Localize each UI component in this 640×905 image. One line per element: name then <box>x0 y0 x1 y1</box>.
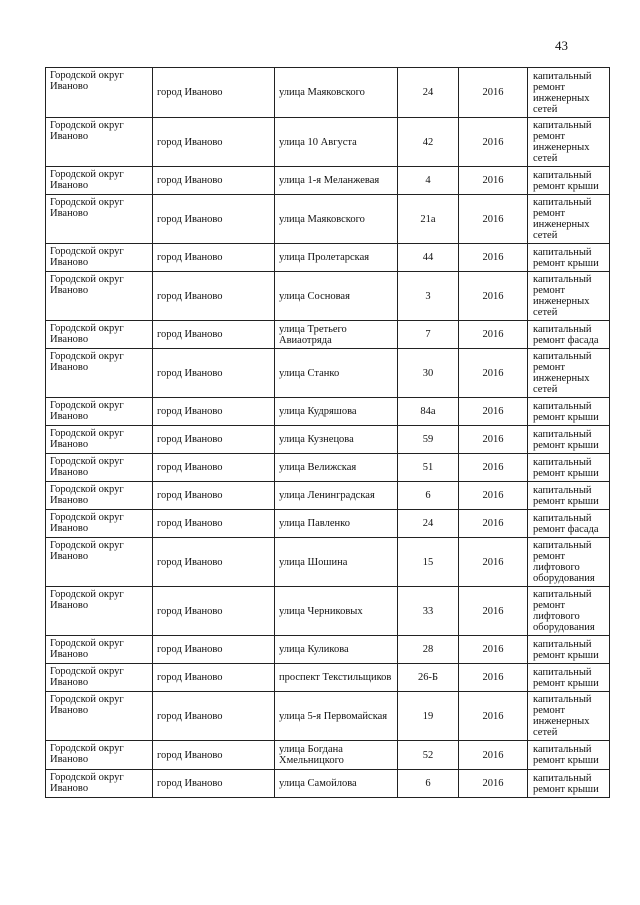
district-cell: Городской округ Иваново <box>46 272 153 321</box>
city-cell: город Иваново <box>153 587 275 636</box>
year-cell: 2016 <box>459 587 528 636</box>
city-cell: город Иваново <box>153 68 275 118</box>
district-cell: Городской округ Иваново <box>46 510 153 538</box>
street-cell: улица Богдана Хмельницкого <box>275 741 398 770</box>
house-number-cell: 52 <box>398 741 459 770</box>
work-type-cell: капитальный ремонт крыши <box>528 664 610 692</box>
work-type-cell: капитальный ремонт инженерных сетей <box>528 195 610 244</box>
work-type-cell: капитальный ремонт крыши <box>528 167 610 195</box>
district-cell: Городской округ Иваново <box>46 587 153 636</box>
table-row <box>46 636 610 664</box>
house-number-cell: 6 <box>398 482 459 510</box>
year-cell: 2016 <box>459 426 528 454</box>
table-row <box>46 510 610 538</box>
street-cell: улица Сосновая <box>275 272 398 321</box>
district-cell: Городской округ Иваново <box>46 398 153 426</box>
year-cell: 2016 <box>459 636 528 664</box>
district-cell: Городской округ Иваново <box>46 482 153 510</box>
work-type-cell: капитальный ремонт лифтового оборудования <box>528 587 610 636</box>
city-cell: город Иваново <box>153 349 275 398</box>
house-number-cell: 7 <box>398 321 459 349</box>
city-cell: город Иваново <box>153 272 275 321</box>
street-cell: улица Третьего Авиаотряда <box>275 321 398 349</box>
year-cell: 2016 <box>459 68 528 118</box>
work-type-cell: капитальный ремонт крыши <box>528 636 610 664</box>
house-number-cell: 44 <box>398 244 459 272</box>
house-number-cell: 3 <box>398 272 459 321</box>
house-number-cell: 30 <box>398 349 459 398</box>
district-cell: Городской округ Иваново <box>46 636 153 664</box>
street-cell: улица Шошина <box>275 538 398 587</box>
city-cell: город Иваново <box>153 741 275 770</box>
year-cell: 2016 <box>459 244 528 272</box>
table-row <box>46 68 610 118</box>
city-cell: город Иваново <box>153 510 275 538</box>
year-cell: 2016 <box>459 167 528 195</box>
house-number-cell: 15 <box>398 538 459 587</box>
table-row <box>46 692 610 741</box>
work-type-cell: капитальный ремонт лифтового оборудования <box>528 538 610 587</box>
year-cell: 2016 <box>459 272 528 321</box>
district-cell: Городской округ Иваново <box>46 195 153 244</box>
street-cell: улица Кузнецова <box>275 426 398 454</box>
house-number-cell: 26-Б <box>398 664 459 692</box>
city-cell: город Иваново <box>153 770 275 798</box>
year-cell: 2016 <box>459 770 528 798</box>
table-row <box>46 244 610 272</box>
table-row <box>46 195 610 244</box>
table-row <box>46 398 610 426</box>
city-cell: город Иваново <box>153 398 275 426</box>
house-number-cell: 6 <box>398 770 459 798</box>
work-type-cell: капитальный ремонт инженерных сетей <box>528 692 610 741</box>
street-cell: улица Кудряшова <box>275 398 398 426</box>
work-type-cell: капитальный ремонт крыши <box>528 244 610 272</box>
work-type-cell: капитальный ремонт фасада <box>528 321 610 349</box>
table-body <box>46 68 610 798</box>
district-cell: Городской округ Иваново <box>46 426 153 454</box>
city-cell: город Иваново <box>153 538 275 587</box>
year-cell: 2016 <box>459 398 528 426</box>
year-cell: 2016 <box>459 482 528 510</box>
house-number-cell: 21а <box>398 195 459 244</box>
city-cell: город Иваново <box>153 195 275 244</box>
house-number-cell: 42 <box>398 118 459 167</box>
table-row <box>46 321 610 349</box>
table-row <box>46 349 610 398</box>
year-cell: 2016 <box>459 692 528 741</box>
year-cell: 2016 <box>459 741 528 770</box>
table-row <box>46 454 610 482</box>
district-cell: Городской округ Иваново <box>46 664 153 692</box>
year-cell: 2016 <box>459 664 528 692</box>
street-cell: улица Ленинградская <box>275 482 398 510</box>
work-type-cell: капитальный ремонт крыши <box>528 741 610 770</box>
city-cell: город Иваново <box>153 167 275 195</box>
house-number-cell: 24 <box>398 68 459 118</box>
work-type-cell: капитальный ремонт крыши <box>528 454 610 482</box>
district-cell: Городской округ Иваново <box>46 538 153 587</box>
house-number-cell: 19 <box>398 692 459 741</box>
district-cell: Городской округ Иваново <box>46 167 153 195</box>
year-cell: 2016 <box>459 321 528 349</box>
year-cell: 2016 <box>459 538 528 587</box>
house-number-cell: 4 <box>398 167 459 195</box>
district-cell: Городской округ Иваново <box>46 770 153 798</box>
table-row <box>46 426 610 454</box>
city-cell: город Иваново <box>153 118 275 167</box>
street-cell: улица 1-я Меланжевая <box>275 167 398 195</box>
street-cell: улица Павленко <box>275 510 398 538</box>
street-cell: улица 10 Августа <box>275 118 398 167</box>
district-cell: Городской округ Иваново <box>46 349 153 398</box>
district-cell: Городской округ Иваново <box>46 692 153 741</box>
street-cell: улица Черниковых <box>275 587 398 636</box>
street-cell: улица Маяковского <box>275 68 398 118</box>
table-row <box>46 587 610 636</box>
house-number-cell: 51 <box>398 454 459 482</box>
house-number-cell: 28 <box>398 636 459 664</box>
work-type-cell: капитальный ремонт фасада <box>528 510 610 538</box>
work-type-cell: капитальный ремонт инженерных сетей <box>528 118 610 167</box>
district-cell: Городской округ Иваново <box>46 244 153 272</box>
work-type-cell: капитальный ремонт инженерных сетей <box>528 272 610 321</box>
repair-schedule-table <box>45 67 610 798</box>
house-number-cell: 33 <box>398 587 459 636</box>
city-cell: город Иваново <box>153 482 275 510</box>
table-row <box>46 167 610 195</box>
city-cell: город Иваново <box>153 692 275 741</box>
street-cell: улица Самойлова <box>275 770 398 798</box>
district-cell: Городской округ Иваново <box>46 454 153 482</box>
year-cell: 2016 <box>459 349 528 398</box>
work-type-cell: капитальный ремонт инженерных сетей <box>528 68 610 118</box>
table-row <box>46 482 610 510</box>
district-cell: Городской округ Иваново <box>46 741 153 770</box>
district-cell: Городской округ Иваново <box>46 118 153 167</box>
page-number: 43 <box>555 38 568 53</box>
street-cell: улица Маяковского <box>275 195 398 244</box>
house-number-cell: 59 <box>398 426 459 454</box>
street-cell: улица 5-я Первомайская <box>275 692 398 741</box>
house-number-cell: 84а <box>398 398 459 426</box>
work-type-cell: капитальный ремонт крыши <box>528 426 610 454</box>
work-type-cell: капитальный ремонт крыши <box>528 398 610 426</box>
work-type-cell: капитальный ремонт крыши <box>528 482 610 510</box>
district-cell: Городской округ Иваново <box>46 68 153 118</box>
city-cell: город Иваново <box>153 321 275 349</box>
city-cell: город Иваново <box>153 636 275 664</box>
city-cell: город Иваново <box>153 664 275 692</box>
city-cell: город Иваново <box>153 244 275 272</box>
city-cell: город Иваново <box>153 426 275 454</box>
street-cell: улица Станко <box>275 349 398 398</box>
city-cell: город Иваново <box>153 454 275 482</box>
year-cell: 2016 <box>459 510 528 538</box>
year-cell: 2016 <box>459 118 528 167</box>
street-cell: улица Куликова <box>275 636 398 664</box>
work-type-cell: капитальный ремонт крыши <box>528 770 610 798</box>
street-cell: улица Велижская <box>275 454 398 482</box>
table-row <box>46 538 610 587</box>
street-cell: проспект Текстильщиков <box>275 664 398 692</box>
year-cell: 2016 <box>459 454 528 482</box>
table-row <box>46 118 610 167</box>
year-cell: 2016 <box>459 195 528 244</box>
table-row <box>46 770 610 798</box>
district-cell: Городской округ Иваново <box>46 321 153 349</box>
house-number-cell: 24 <box>398 510 459 538</box>
work-type-cell: капитальный ремонт инженерных сетей <box>528 349 610 398</box>
table-row <box>46 272 610 321</box>
street-cell: улица Пролетарская <box>275 244 398 272</box>
table-row <box>46 741 610 770</box>
table-row <box>46 664 610 692</box>
